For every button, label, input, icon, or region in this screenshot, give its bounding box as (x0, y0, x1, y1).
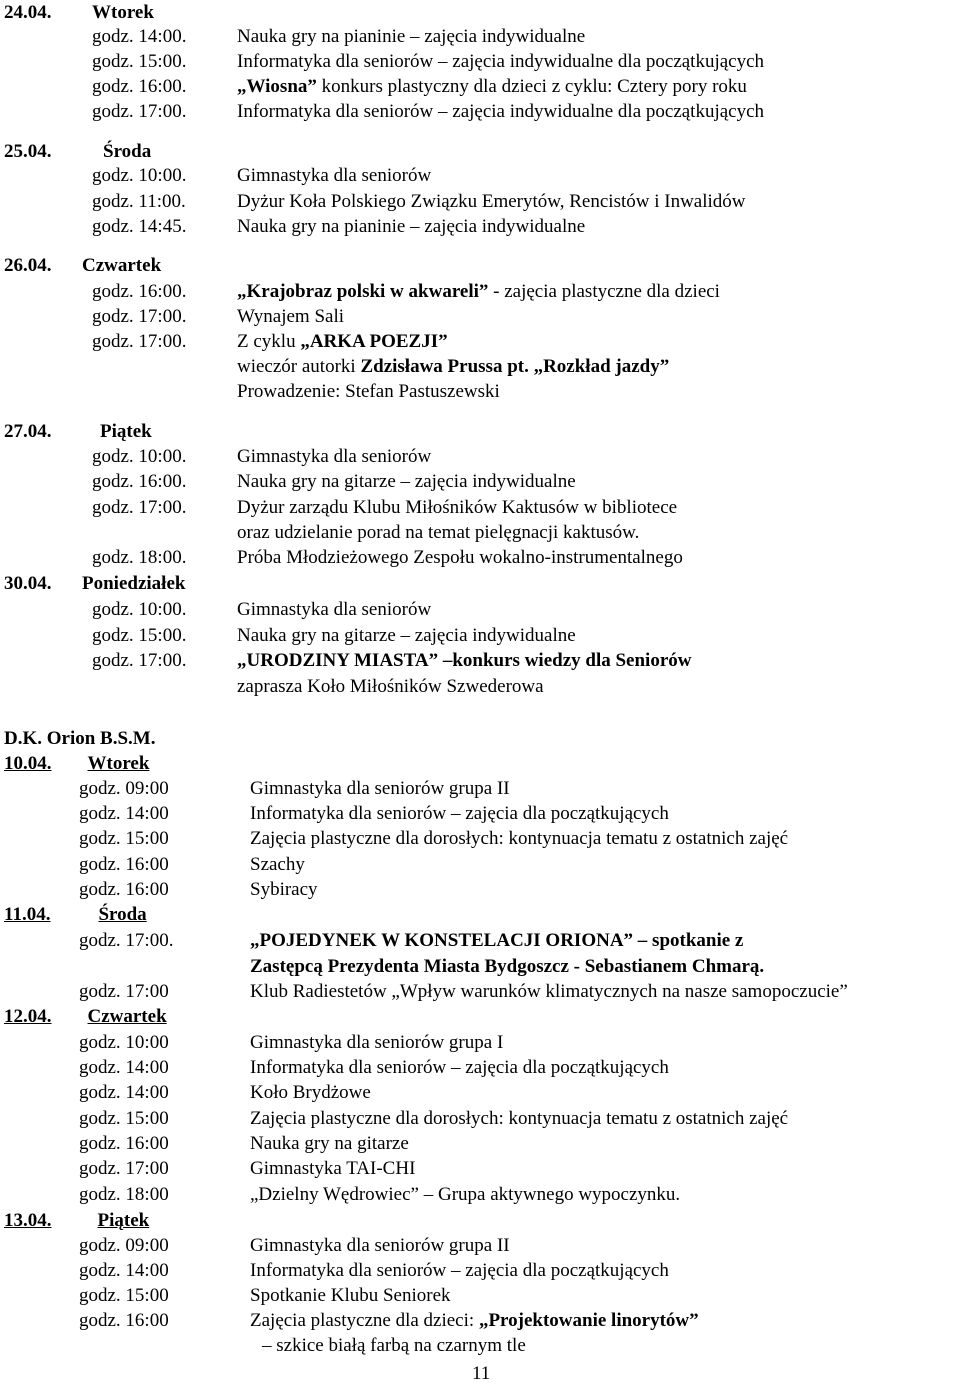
event-time: godz. 16:00 (79, 879, 169, 900)
day-name: Środa (98, 904, 147, 925)
event-desc: Nauka gry na gitarze – zajęcia indywidualne (237, 625, 576, 646)
date-heading (4, 1208, 149, 1233)
page-number: 11 (472, 1363, 491, 1384)
event-time: godz. 14:00 (79, 1057, 169, 1078)
event-time: godz. 14:00. (92, 26, 187, 47)
event-desc: Wynajem Sali (237, 306, 345, 327)
event-desc: Dyżur Koła Polskiego Związku Emerytów, Rencistów i Inwalidów (237, 191, 746, 212)
event-time: godz. 10:00 (79, 1032, 169, 1053)
date: 12.04. (4, 1006, 52, 1027)
event-time: godz. 17:00 (79, 981, 169, 1002)
event-desc: „Wiosna” konkurs plastyczny dla dzieci z cyklu: Cztery pory roku (237, 76, 747, 97)
event-time: godz. 18:00 (79, 1184, 169, 1205)
event-time: godz. 17:00 (79, 1158, 169, 1179)
date-heading (4, 571, 186, 596)
event-time: godz. 15:00. (92, 51, 187, 72)
event-desc: Informatyka dla seniorów – zajęcia indywidualne dla początkujących (237, 101, 765, 122)
event-desc: Gimnastyka TAI-CHI (250, 1158, 416, 1179)
event-desc: Informatyka dla seniorów – zajęcia indywidualne dla początkujących (237, 51, 765, 72)
event-time: godz. 14:00 (79, 1082, 169, 1103)
event-title: „POJEDYNEK W KONSTELACJI ORIONA” – spotkanie z (250, 930, 744, 951)
event-time: godz. 15:00 (79, 1285, 169, 1306)
event-desc: Informatyka dla seniorów – zajęcia dla początkujących (250, 803, 669, 824)
event-time: godz. 09:00 (79, 1235, 169, 1256)
event-time: godz. 16:00. (92, 76, 187, 97)
event-desc: Spotkanie Klubu Seniorek (250, 1285, 451, 1306)
date: 26.04. (4, 255, 52, 276)
event-title: „ARKA POEZJI” (300, 331, 448, 352)
day-name: Wtorek (92, 2, 154, 23)
event-desc-continuation: wieczór autorki Zdzisława Prussa pt. „Rozkład jazdy” (237, 356, 670, 377)
event-desc: Informatyka dla seniorów – zajęcia dla początkujących (250, 1057, 669, 1078)
date-heading (4, 253, 162, 278)
date-heading (4, 139, 152, 164)
event-desc: Zajęcia plastyczne dla dzieci: „Projektowanie linorytów” (250, 1310, 699, 1331)
day-name: Czwartek (82, 255, 162, 276)
date-heading (4, 0, 154, 25)
date: 25.04. (4, 141, 52, 162)
event-desc: Gimnastyka dla seniorów grupa II (250, 778, 510, 799)
event-desc: Gimnastyka dla seniorów grupa II (250, 1235, 510, 1256)
event-time: godz. 17:00. (92, 497, 187, 518)
event-time: godz. 16:00 (79, 854, 169, 875)
event-time: godz. 09:00 (79, 778, 169, 799)
event-desc: Klub Radiestetów „Wpływ warunków klimatycznych na nasze samopoczucie” (250, 981, 848, 1002)
event-time: godz. 18:00. (92, 547, 187, 568)
event-desc: Koło Brydżowe (250, 1082, 371, 1103)
event-desc: Z cyklu „ARKA POEZJI” (237, 331, 448, 352)
event-desc (250, 928, 743, 953)
event-title: „Projektowanie linorytów” (478, 1310, 699, 1331)
event-time: godz. 16:00 (79, 1310, 169, 1331)
event-time: godz. 10:00. (92, 165, 187, 186)
event-time: godz. 10:00. (92, 599, 187, 620)
section-heading: D.K. Orion B.S.M. (4, 728, 156, 749)
event-time: godz. 16:00. (92, 471, 187, 492)
day-name: Piątek (97, 1210, 150, 1231)
event-desc-continuation: zaprasza Koło Miłośników Szwederowa (237, 676, 544, 697)
event-time: godz. 17:00. (92, 306, 187, 327)
event-time: godz. 17:00. (79, 930, 174, 951)
event-desc-continuation: oraz udzielanie porad na temat pielęgnacji kaktusów. (237, 522, 640, 543)
event-desc: Dyżur zarządu Klubu Miłośników Kaktusów w bibliotece (237, 497, 678, 518)
day-name: Piątek (100, 421, 152, 442)
date: 27.04. (4, 421, 52, 442)
event-time: godz. 17:00. (92, 101, 187, 122)
event-desc: Nauka gry na gitarze (250, 1133, 409, 1154)
event-time: godz. 17:00. (92, 331, 187, 352)
day-name: Wtorek (87, 753, 150, 774)
event-desc: Nauka gry na pianinie – zajęcia indywidualne (237, 26, 586, 47)
event-desc: Zajęcia plastyczne dla dorosłych: kontynuacja tematu z ostatnich zajęć (250, 828, 789, 849)
day-name: Środa (103, 141, 152, 162)
date: 24.04. (4, 2, 52, 23)
event-desc-continuation: Zastępcą Prezydenta Miasta Bydgoszcz - Sebastianem Chmarą. (250, 956, 765, 977)
event-time: godz. 17:00. (92, 650, 187, 671)
date: 13.04. (4, 1210, 52, 1231)
event-desc: Szachy (250, 854, 305, 875)
event-desc: Próba Młodzieżowego Zespołu wokalno-instrumentalnego (237, 547, 683, 568)
date: 11.04. (4, 904, 51, 925)
event-time: godz. 11:00. (92, 191, 186, 212)
event-desc: Informatyka dla seniorów – zajęcia dla początkujących (250, 1260, 669, 1281)
date-heading (4, 1004, 167, 1029)
event-desc: Nauka gry na pianinie – zajęcia indywidualne (237, 216, 586, 237)
event-time: godz. 15:00. (92, 625, 187, 646)
event-title: „URODZINY MIASTA” –konkurs wiedzy dla Seniorów (237, 650, 692, 671)
event-time: godz. 10:00. (92, 446, 187, 467)
event-desc: Zajęcia plastyczne dla dorosłych: kontynuacja tematu z ostatnich zajęć (250, 1108, 789, 1129)
event-time: godz. 15:00 (79, 828, 169, 849)
event-desc: Sybiracy (250, 879, 318, 900)
date: 30.04. (4, 573, 52, 594)
event-desc: Gimnastyka dla seniorów (237, 165, 432, 186)
date-heading (4, 751, 149, 776)
date: 10.04. (4, 753, 52, 774)
event-time: godz. 16:00 (79, 1133, 169, 1154)
event-time: godz. 16:00. (92, 281, 187, 302)
event-desc: Gimnastyka dla seniorów (237, 446, 432, 467)
event-time: godz. 15:00 (79, 1108, 169, 1129)
day-name: Poniedziałek (82, 573, 186, 594)
event-desc: Gimnastyka dla seniorów grupa I (250, 1032, 504, 1053)
day-name: Czwartek (87, 1006, 167, 1027)
event-desc: Nauka gry na gitarze – zajęcia indywidualne (237, 471, 576, 492)
event-title: „Wiosna” (237, 76, 317, 97)
event-time: godz. 14:00 (79, 803, 169, 824)
event-desc-continuation: Prowadzenie: Stefan Pastuszewski (237, 381, 500, 402)
event-desc: „Dzielny Wędrowiec” – Grupa aktywnego wypoczynku. (250, 1184, 681, 1205)
event-desc: „Krajobraz polski w akwareli” - zajęcia plastyczne dla dzieci (237, 281, 720, 302)
event-desc-continuation: – szkice białą farbą na czarnym tle (262, 1335, 526, 1356)
event-time: godz. 14:45. (92, 216, 187, 237)
date-heading (4, 419, 152, 444)
event-desc (237, 648, 691, 673)
event-desc: Gimnastyka dla seniorów (237, 599, 432, 620)
event-time: godz. 14:00 (79, 1260, 169, 1281)
event-title: „Krajobraz polski w akwareli” (237, 281, 489, 302)
date-heading (4, 902, 147, 927)
